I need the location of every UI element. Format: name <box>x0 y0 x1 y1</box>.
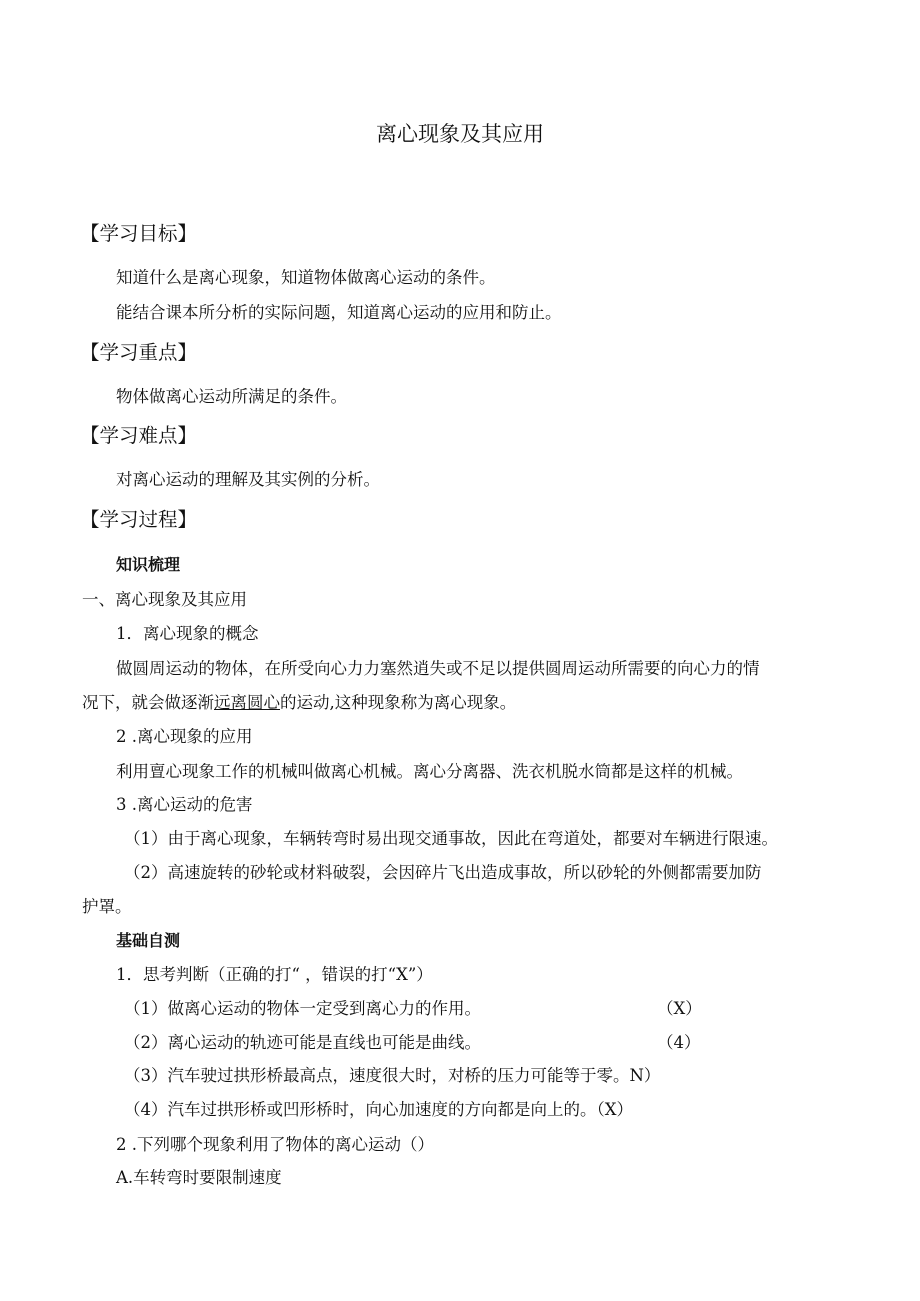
item-heading: 2 .离心现象的应用 <box>116 727 253 746</box>
statement-4: （4）汽车过拱形桥或凹形桥时，向心加速度的方向都是向上的。（X） <box>124 1100 633 1119</box>
harm-item-continued: 护罩。 <box>82 897 132 916</box>
statement-2: （2）离心运动的轨迹可能是直线也可能是曲线。 <box>124 1033 481 1052</box>
harm-item: （1）由于离心现象，车辆转弯时易出现交通事故，因此在弯道处，都要对车辆进行限速。 <box>124 829 778 848</box>
definition-text: 的运动,这种现象称为离心现象。 <box>280 693 517 712</box>
section-header-key: 【学习重点】 <box>80 341 198 364</box>
item-heading: 1．离心现象的概念 <box>116 624 259 643</box>
section-header-goals: 【学习目标】 <box>80 222 198 245</box>
selftest-heading: 基础自测 <box>116 931 181 950</box>
section-header-difficulty: 【学习难点】 <box>80 424 198 447</box>
application-text: 利用亶心现象工作的机械叫做离心机械。离心分离器、洗衣机脱水筒都是这样的机械。 <box>116 762 743 781</box>
page-title: 离心现象及其应用 <box>376 122 544 146</box>
answer-2: （4） <box>657 1033 701 1052</box>
statement-3: （3）汽车驶过拱形桥最高点，速度很大时，对桥的压力可能等于零。N） <box>124 1066 661 1085</box>
part-heading: 一、离心现象及其应用 <box>82 590 247 609</box>
harm-item: （2）高速旋转的砂轮或材料破裂，会因碎片飞出造成事故，所以砂轮的外侧都需要加防 <box>124 863 762 882</box>
statement-1: （1）做离心运动的物体一定受到离心力的作用。 <box>124 999 481 1018</box>
definition-line <box>82 695 516 712</box>
definition-line: 做圆周运动的物体，在所受向心力力塞然逍失或不足以提供圆周运动所需要的向心力的情 <box>116 659 760 678</box>
answer-1: （X） <box>657 999 702 1018</box>
question-2: 2 .下列哪个现象利用了物体的离心运动（） <box>116 1135 434 1154</box>
knowledge-heading: 知识梳理 <box>116 555 181 574</box>
item-heading: 3 .离心运动的危害 <box>116 795 253 814</box>
definition-text: 况下，就会做逐渐 <box>82 693 214 712</box>
key-point-text: 物体做离心运动所满足的条件。 <box>116 387 347 406</box>
section-header-process: 【学习过程】 <box>80 508 198 531</box>
goal-item: 知道什么是离心现象，知道物体做离心运动的条件。 <box>116 268 496 287</box>
goal-item: 能结合课本所分析的实际问题，知道离心运动的应用和防止。 <box>116 303 562 322</box>
underlined-term: 远离圆心 <box>214 693 280 712</box>
option-a: A.车转弯时要限制速度 <box>116 1168 282 1187</box>
question-1: 1．思考判断（正确的打“ ，错误的打“X”） <box>116 965 433 984</box>
difficulty-text: 对离心运动的理解及其实例的分析。 <box>116 470 380 489</box>
